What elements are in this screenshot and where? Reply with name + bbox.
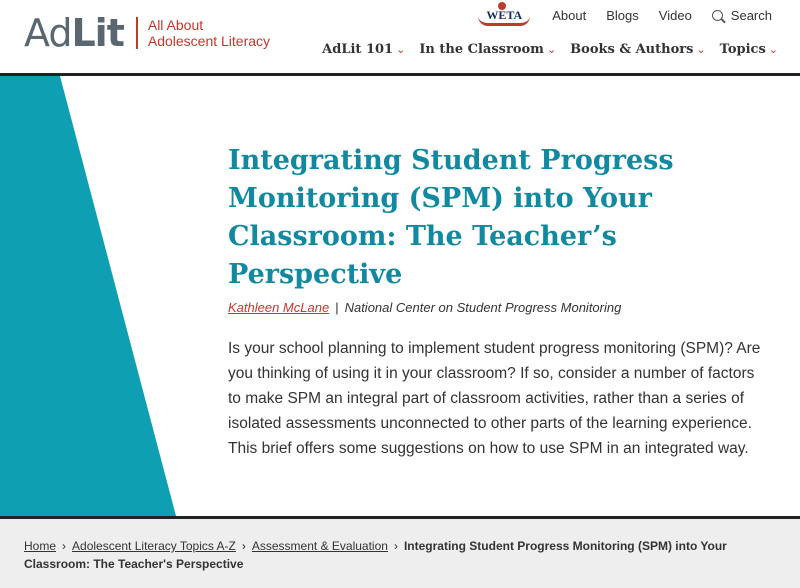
- video-link[interactable]: Video: [658, 7, 692, 23]
- chevron-down-icon: ⌄: [768, 43, 778, 56]
- nav-adlit-101[interactable]: AdLit 101 ⌄: [322, 42, 406, 57]
- chevron-down-icon: ⌄: [696, 43, 706, 56]
- breadcrumb-topics[interactable]: Adolescent Literacy Topics A-Z: [72, 539, 236, 553]
- breadcrumb-home[interactable]: Home: [24, 539, 57, 553]
- chevron-right-icon: ›: [393, 539, 398, 553]
- chevron-down-icon: ⌄: [546, 43, 557, 56]
- search-label: Search: [730, 7, 772, 23]
- chevron-right-icon: ›: [62, 539, 67, 553]
- breadcrumb-current: Integrating Student Progress Monitoring (SPM) into Your Classroom: The Teacher's Perspective: [24, 539, 727, 571]
- breadcrumb-assessment[interactable]: Assessment & Evaluation: [251, 539, 388, 553]
- chevron-right-icon: ›: [241, 539, 246, 553]
- article-hero: [0, 76, 800, 516]
- utility-nav: [476, 4, 772, 26]
- article-intro: Is your school planning to implement student progress monitoring (SPM)? Are you thinking of using it in your classroom? If so, consider a number of factors to make SPM an integral part of classroom activities, rather than a series of isolated assessments unconnected to other parts of the learning experience. This brief offers some suggestions on how to use SPM in an integrated way.: [228, 340, 761, 457]
- decorative-teal-band: [0, 76, 180, 516]
- nav-books-authors[interactable]: Books & Authors ⌄: [570, 42, 706, 57]
- breadcrumb: [0, 516, 800, 588]
- author-link[interactable]: Kathleen McLane: [228, 300, 330, 315]
- main-nav: [322, 42, 778, 57]
- logo-wordmark: AdLit: [24, 11, 124, 55]
- logo-divider: [136, 17, 138, 49]
- byline-separator: |: [335, 300, 339, 315]
- author-organization: National Center on Student Progress Monitoring: [344, 300, 622, 315]
- about-link[interactable]: About: [552, 7, 587, 23]
- logo-tagline: All About Adolescent Literacy: [147, 17, 271, 49]
- nav-topics[interactable]: Topics ⌄: [719, 42, 778, 57]
- weta-logo[interactable]: WETA: [476, 4, 532, 26]
- site-header: [0, 0, 800, 76]
- search-button[interactable]: [712, 8, 772, 23]
- article-byline: [228, 300, 621, 315]
- chevron-down-icon: ⌄: [396, 43, 406, 56]
- nav-in-the-classroom[interactable]: In the Classroom ⌄: [419, 42, 557, 57]
- page-title: Integrating Student Progress Monitoring (SPM) into Your Classroom: The Teacher’s Perspective: [228, 145, 674, 290]
- search-icon: [712, 10, 723, 21]
- blogs-link[interactable]: Blogs: [606, 7, 639, 23]
- adlit-logo[interactable]: [24, 11, 271, 55]
